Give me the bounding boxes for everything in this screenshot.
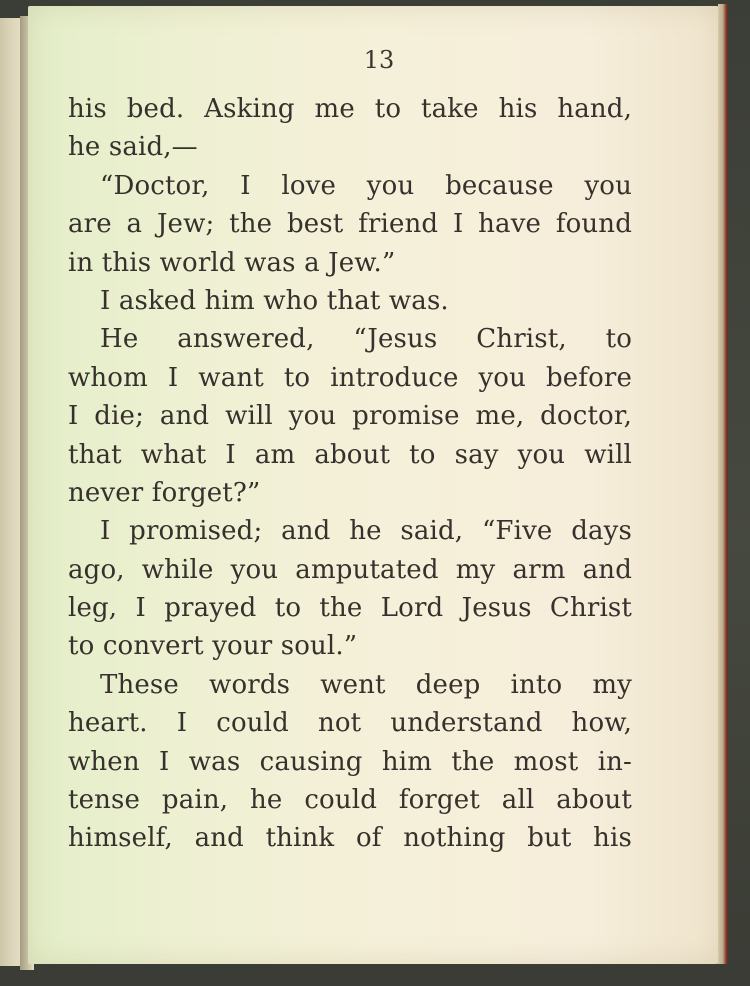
text-line: he said,—	[68, 132, 198, 163]
page-number: 13	[363, 46, 395, 74]
text-line: I die; and will you promise me, doctor,	[68, 401, 632, 432]
text-line: himself, and think of nothing but his	[68, 823, 632, 854]
text-line: leg, I prayed to the Lord Jesus Christ	[68, 593, 632, 624]
text-line: ago, while you amputated my arm and	[68, 554, 632, 585]
text-line: heart. I could not understand how,	[68, 708, 632, 739]
text-line: I promised; and he said, “Five days	[100, 516, 632, 547]
page-text	[68, 90, 632, 858]
text-line: in this world was a Jew.”	[68, 247, 396, 278]
text-line: when I was causing him the most in-	[68, 746, 632, 777]
text-line: “Doctor, I love you because you	[100, 170, 632, 201]
text-line: that what I am about to say you will	[68, 439, 632, 470]
text-line: He answered, “Jesus Christ, to	[100, 324, 632, 355]
text-line: These words went deep into my	[100, 669, 632, 700]
text-line: never forget?”	[68, 477, 261, 508]
text-line: tense pain, he could forget all about	[68, 785, 632, 816]
text-line: his bed. Asking me to take his hand,	[68, 94, 632, 124]
text-line: to convert your soul.”	[68, 631, 358, 662]
text-line: whom I want to introduce you before	[68, 362, 632, 393]
book-page	[28, 6, 722, 964]
text-line: I asked him who that was.	[100, 285, 449, 316]
page-fore-edge	[718, 4, 728, 964]
text-line: are a Jew; the best friend I have found	[68, 209, 632, 240]
